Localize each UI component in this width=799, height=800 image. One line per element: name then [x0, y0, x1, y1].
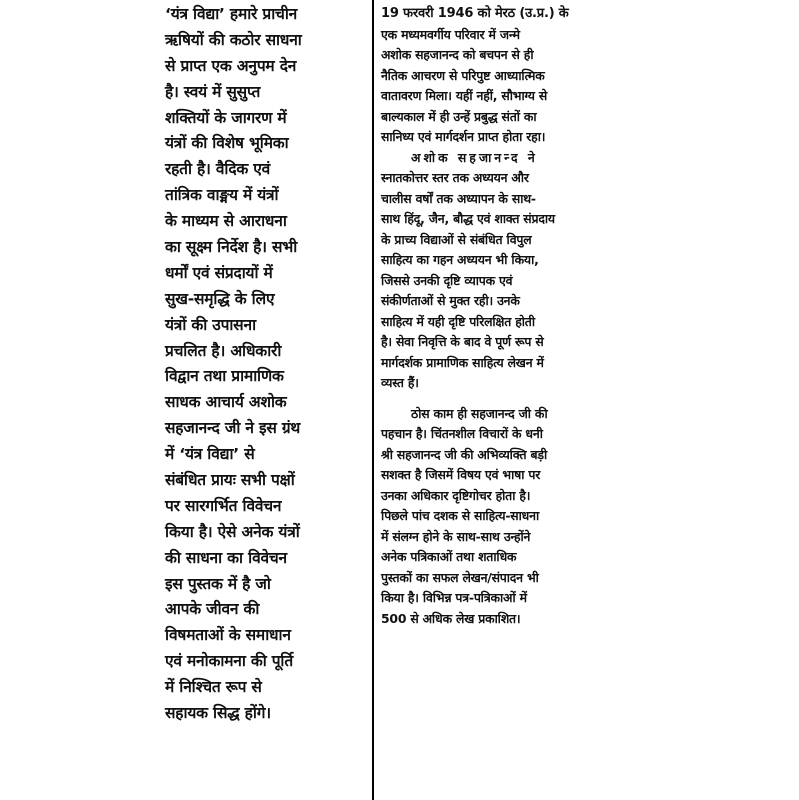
- column-divider: [372, 0, 374, 800]
- text-line: जिससे उनकी दृष्टि व्यापक एवं: [381, 272, 513, 288]
- text-line: स्नातकोत्तर स्तर तक अध्ययन और: [381, 170, 529, 185]
- text-line: यंत्रों की विशेष भूमिका: [165, 134, 289, 153]
- text-line: सानिध्य एवं मार्गदर्शन प्राप्त होता रहा।: [381, 129, 546, 144]
- book-description-column: [165, 2, 370, 727]
- text-line: तांत्रिक वाङ्मय में यंत्रों: [165, 186, 279, 205]
- text-line: पहचान है। चिंतनशील विचारों के धनी: [381, 426, 543, 441]
- text-line: के माध्यम से आराधना: [165, 212, 287, 231]
- text-line: शक्तियों के जागरण में: [165, 108, 287, 127]
- text-line: मार्गदर्शक प्रामाणिक साहित्य लेखन में: [381, 354, 544, 370]
- text-line: विद्वान तथा प्रामाणिक: [165, 367, 284, 386]
- text-line: साधक आचार्य अशोक: [165, 393, 287, 412]
- text-line: अशोक सहजानन्द ने: [411, 149, 538, 165]
- text-line: साहित्य में यही दृष्टि परिलक्षित होती: [381, 313, 535, 329]
- bio-paragraph-2: [381, 148, 633, 394]
- text-line: व्यस्त हैं।: [381, 375, 419, 390]
- text-line: ‘यंत्र विद्या’ हमारे प्राचीन: [165, 5, 298, 23]
- text-line: इस पुस्तक में है जो: [165, 574, 271, 593]
- text-line: 500 से अधिक लेख प्रकाशित।: [381, 610, 521, 626]
- text-line: रहती है। वैदिक एवं: [165, 160, 271, 179]
- text-line: पिछले पांच दशक से साहित्य-साधना: [381, 508, 539, 523]
- text-line: के प्राच्य विद्याओं से संबंधित विपुल: [381, 231, 532, 247]
- bio-paragraph-1: [381, 4, 633, 148]
- text-line: पुस्तकों का सफल लेखन/संपादन भी: [381, 569, 539, 585]
- text-line: आपके जीवन की: [165, 600, 260, 619]
- text-line: में निश्चित रूप से: [165, 678, 262, 697]
- text-line: किया है। विभिन्न पत्र-पत्रिकाओं में: [381, 590, 527, 605]
- text-line: वातावरण मिला। यहीं नहीं, सौभाग्य से: [381, 88, 548, 103]
- text-line: से प्राप्त एक अनुपम देन: [165, 56, 297, 75]
- text-line: सशक्त है जिसमें विषय एवं भाषा पर: [381, 467, 541, 482]
- text-line: साहित्य का गहन अध्ययन भी किया,: [381, 252, 539, 267]
- text-line: उनका अधिकार दृष्टिगोचर होता है।: [381, 487, 531, 503]
- text-line: ऋषियों की कठोर साधना: [165, 30, 302, 49]
- text-line: है। सेवा निवृत्ति के बाद वे पूर्ण रूप से: [381, 334, 544, 349]
- text-line: की साधना का विवेचन: [165, 548, 287, 567]
- text-line: प्रचलित है। अधिकारी: [165, 341, 282, 360]
- text-line: सुख-समृद्धि के लिए: [165, 289, 275, 308]
- text-line: यंत्रों की उपासना: [165, 315, 256, 334]
- text-line: नैतिक आचरण से परिपुष्ट आध्यात्मिक: [381, 67, 545, 83]
- text-line: विषमताओं के समाधान: [165, 626, 291, 645]
- text-line: धर्मों एवं संप्रदायों में: [165, 263, 273, 282]
- text-line: ठोस काम ही सहजानन्द जी की: [411, 405, 548, 421]
- text-line: संबंधित प्रायः सभी पक्षों: [165, 471, 295, 490]
- text-line: पर सारगर्भित विवेचन: [165, 496, 282, 515]
- text-line: संकीर्णताओं से मुक्त रही। उनके: [381, 293, 520, 308]
- text-line: सहायक सिद्ध होंगे।: [165, 704, 271, 723]
- text-line: का सूक्ष्म निर्देश है। सभी: [165, 238, 298, 257]
- author-bio-column: [381, 4, 633, 629]
- text-line: सहजानन्द जी ने इस ग्रंथ: [165, 419, 301, 438]
- text-line: अशोक सहजानन्द को बचपन से ही: [381, 47, 534, 62]
- text-line: 19 फरवरी 1946 को मेरठ (उ.प्र.) के: [381, 6, 569, 21]
- text-line: किया है। ऐसे अनेक यंत्रों: [165, 522, 300, 541]
- text-line: साथ हिंदू, जैन, बौद्ध एवं शाक्त संप्रदाय: [381, 211, 555, 226]
- text-line: एवं मनोकामना की पूर्ति: [165, 652, 294, 671]
- text-line: एक मध्यमवर्गीय परिवार में जन्मे: [381, 26, 520, 42]
- text-line: श्री सहजानन्द जी की अभिव्यक्ति बड़ी: [381, 446, 547, 462]
- text-line: में संलग्न होने के साथ-साथ उन्होंने: [381, 528, 531, 544]
- text-line: है। स्वयं में सुसुप्त: [165, 82, 261, 101]
- bio-paragraph-3: [381, 404, 633, 630]
- text-line: चालीस वर्षों तक अध्यापन के साथ-: [381, 190, 536, 206]
- text-line: अनेक पत्रिकाओं तथा शताधिक: [381, 549, 517, 564]
- text-line: बाल्यकाल में ही उन्हें प्रबुद्ध संतों का: [381, 108, 537, 124]
- text-line: में ‘यंत्र विद्या’ से: [165, 445, 255, 464]
